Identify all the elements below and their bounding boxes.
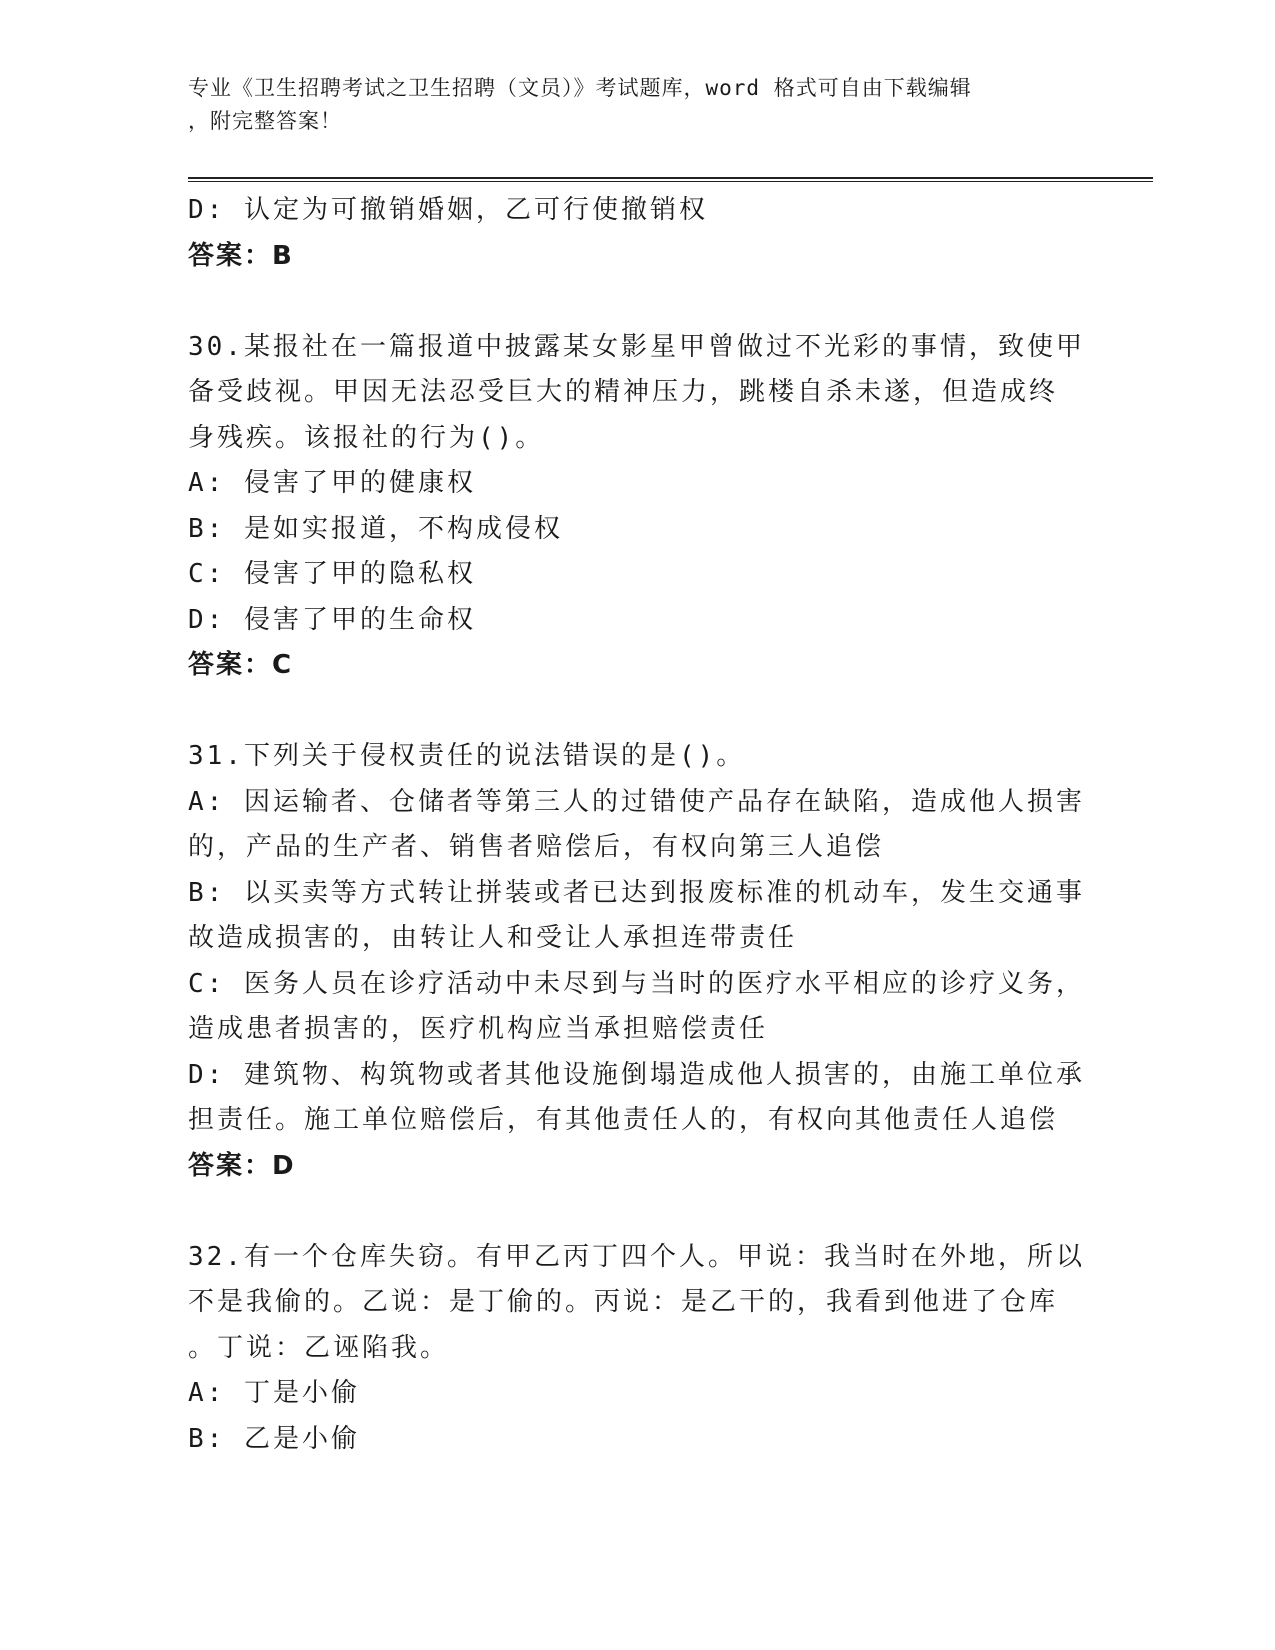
question-32 [188, 1235, 1088, 1463]
q30-option-c: C: 侵害了甲的隐私权 [188, 559, 476, 589]
q31-option-b-line-2: 故造成损害的，由转让人和受让人承担连带责任 [188, 923, 798, 953]
q30-option-b: B: 是如实报道，不构成侵权 [188, 513, 563, 544]
spacer [188, 689, 1088, 735]
q30-option-d: D: 侵害了甲的生命权 [188, 604, 476, 635]
q30-stem-line-1: 30.某报社在一篇报道中披露某女影星甲曾做过不光彩的事情，致使甲 [188, 331, 1085, 362]
document-header [188, 72, 1088, 138]
q31-option-d-line-1: D: 建筑物、构筑物或者其他设施倒塌造成他人损害的，由施工单位承 [188, 1059, 1085, 1090]
q31-option-a-line-2: 的，产品的生产者、销售者赔偿后，有权向第三人追偿 [188, 832, 885, 862]
q31-option-a-line-1: A: 因运输者、仓储者等第三人的过错使产品存在缺陷，造成他人损害 [188, 786, 1085, 817]
question-30 [188, 325, 1088, 689]
q32-option-b: B: 乙是小偷 [188, 1423, 360, 1454]
q31-option-d-line-2: 担责任。施工单位赔偿后，有其他责任人的，有权向其他责任人追偿 [188, 1105, 1059, 1135]
q30-answer: 答案：C [188, 650, 294, 680]
q32-stem-line-1: 32.有一个仓库失窃。有甲乙丙丁四个人。甲说：我当时在外地，所以 [188, 1241, 1085, 1272]
q31-stem: 31.下列关于侵权责任的说法错误的是()。 [188, 741, 746, 771]
spacer [188, 1189, 1088, 1235]
question-content [188, 188, 1088, 1462]
q32-option-a: A: 丁是小偷 [188, 1378, 360, 1408]
prev-option-d: D: 认定为可撤销婚姻，乙可行使撤销权 [188, 195, 708, 225]
spacer [188, 279, 1088, 325]
header-line-1: 专业《卫生招聘考试之卫生招聘（文员）》考试题库，word 格式可自由下载编辑 [188, 76, 972, 100]
q30-option-a: A: 侵害了甲的健康权 [188, 468, 476, 498]
q30-stem-line-2: 备受歧视。甲因无法忍受巨大的精神压力，跳楼自杀未遂，但造成终 [188, 377, 1059, 407]
q31-option-c-line-1: C: 医务人员在诊疗活动中未尽到与当时的医疗水平相应的诊疗义务， [188, 968, 1085, 999]
q30-stem-line-3: 身残疾。该报社的行为()。 [188, 422, 545, 453]
header-line-2: ，附完整答案！ [188, 109, 342, 133]
q31-answer: 答案：D [188, 1150, 296, 1181]
q32-stem-line-3: 。丁说：乙诬陷我。 [188, 1332, 450, 1363]
question-31 [188, 734, 1088, 1189]
header-divider [188, 177, 1153, 182]
prev-answer: 答案：B [188, 240, 294, 271]
q31-option-b-line-1: B: 以买卖等方式转让拼装或者已达到报废标准的机动车，发生交通事 [188, 877, 1085, 908]
q32-stem-line-2: 不是我偷的。乙说：是丁偷的。丙说：是乙干的，我看到他进了仓库 [188, 1287, 1059, 1317]
q31-option-c-line-2: 造成患者损害的，医疗机构应当承担赔偿责任 [188, 1014, 769, 1044]
